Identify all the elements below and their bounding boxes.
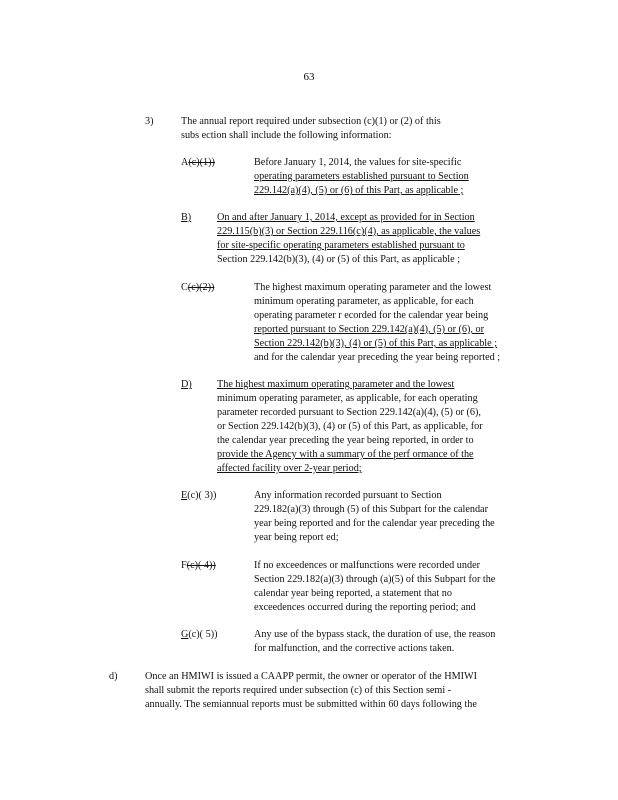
item-a-old-label: (c)(1) [188,157,212,168]
item-b-label: B) [181,212,192,223]
item-a-new-label: A [181,157,189,168]
item-3-text [181,115,511,143]
item-b-line: Section 229.142(b)(3), (4) or (5) of this Part, as applicable ; [217,254,461,265]
item-c-text [254,281,544,365]
item-a-line: 229.142(a)(4), (5) or (6) of this Part, as applicable ; [254,185,464,196]
item-e-line: year being report ed; [254,532,339,543]
item-d-section-line: Once an HMIWI is issued a CAAPP permit, the owner or operator of the HMIWI [145,671,478,682]
item-f-line: exceedences occurred during the reporting period; and [254,602,476,613]
item-c-line: operating parameter r ecorded for the calendar year being [254,310,489,321]
item-b-text [217,211,537,267]
item-f-new-label: F [181,560,187,571]
page-number: 63 [303,71,315,83]
item-a-line: operating parameters established pursuant to Section [254,171,469,182]
item-e-label [181,489,216,503]
item-e-line: 229.182(a)(3) through (5) of this Subpart for the calendar [254,504,488,515]
item-3-line: The annual report required under subsection (c)(1) or (2) of this [181,116,441,127]
item-c-new-label: C [181,282,188,293]
item-c-label-tail: ) [210,282,215,293]
item-f-label [181,559,216,573]
item-c-label [181,281,214,295]
item-g-new-label: G [181,629,189,640]
item-c-line: reported pursuant to Section 229.142(a)(4), (5) or (6), or [254,324,484,335]
item-f-line: Section 229.182(a)(3) through (a)(5) of this Subpart for the [254,574,496,585]
item-c-old-label: (c)(2) [187,282,211,293]
item-e-text [254,489,544,545]
item-d-section-line: annually. The semiannual reports must be submitted within 60 days following the [145,699,477,710]
item-c-line: Section 229.142(b)(3), (4) or (5) of this Part, as applicable ; [254,338,498,349]
item-c-line: and for the calendar year preceding the year being reported ; [254,352,501,363]
item-d-line: provide the Agency with a summary of the perf ormance of the [217,449,474,460]
item-d-section-label: d) [109,671,118,682]
item-e-line: Any information recorded pursuant to Section [254,490,442,501]
item-e-old-label: (c)( 3)) [187,490,217,501]
item-b-line: On and after January 1, 2014, except as provided for in Section [217,212,475,223]
item-g-old-label: (c)( 5)) [188,629,218,640]
item-d-section-text [145,670,545,712]
item-e-new-label: E [181,490,188,501]
item-d-section-line: shall submit the reports required under subsection (c) of this Section semi - [145,685,452,696]
item-d-line: or Section 229.142(b)(3), (4) or (5) of this Part, as applicable, for [217,421,483,432]
item-f-old-label: (c)( 4)) [186,560,216,571]
item-3-label: 3) [145,116,154,127]
item-f-line: calendar year being reported, a statement that no [254,588,452,599]
item-d-line: affected facility over 2-year period; [217,463,362,474]
item-f-text [254,559,544,615]
item-d-line: The highest maximum operating parameter and the lowest [217,379,455,390]
item-e-line: year being reported and for the calendar year preceding the [254,518,495,529]
item-b-line: for site-specific operating parameters established pursuant to [217,240,465,251]
item-d-line: minimum operating parameter, as applicable, for each operating [217,393,478,404]
item-d-label: D) [181,379,192,390]
item-a-label-tail: ) [211,157,215,168]
item-g-line: for malfunction, and the corrective actions taken. [254,643,455,654]
item-f-line: If no exceedences or malfunctions were recorded under [254,560,480,571]
item-a-text [254,156,524,198]
item-d-line: the calendar year preceding the year being reported, in order to [217,435,474,446]
item-g-line: Any use of the bypass stack, the duration of use, the reason [254,629,496,640]
item-b-line: 229.115(b)(3) or Section 229.116(c)(4), as applicable, the values [217,226,481,237]
item-3-line: subs ection shall include the following information: [181,130,392,141]
item-c-line: minimum operating parameter, as applicable, for each [254,296,474,307]
item-a-line: Before January 1, 2014, the values for site-specific [254,157,462,168]
item-d-text [217,378,537,476]
item-a-label [181,156,215,170]
item-g-text [254,628,544,656]
item-d-line: parameter recorded pursuant to Section 229.142(a)(4), (5) or (6), [217,407,481,418]
item-c-line: The highest maximum operating parameter and the lowest [254,282,492,293]
item-g-label [181,628,217,642]
